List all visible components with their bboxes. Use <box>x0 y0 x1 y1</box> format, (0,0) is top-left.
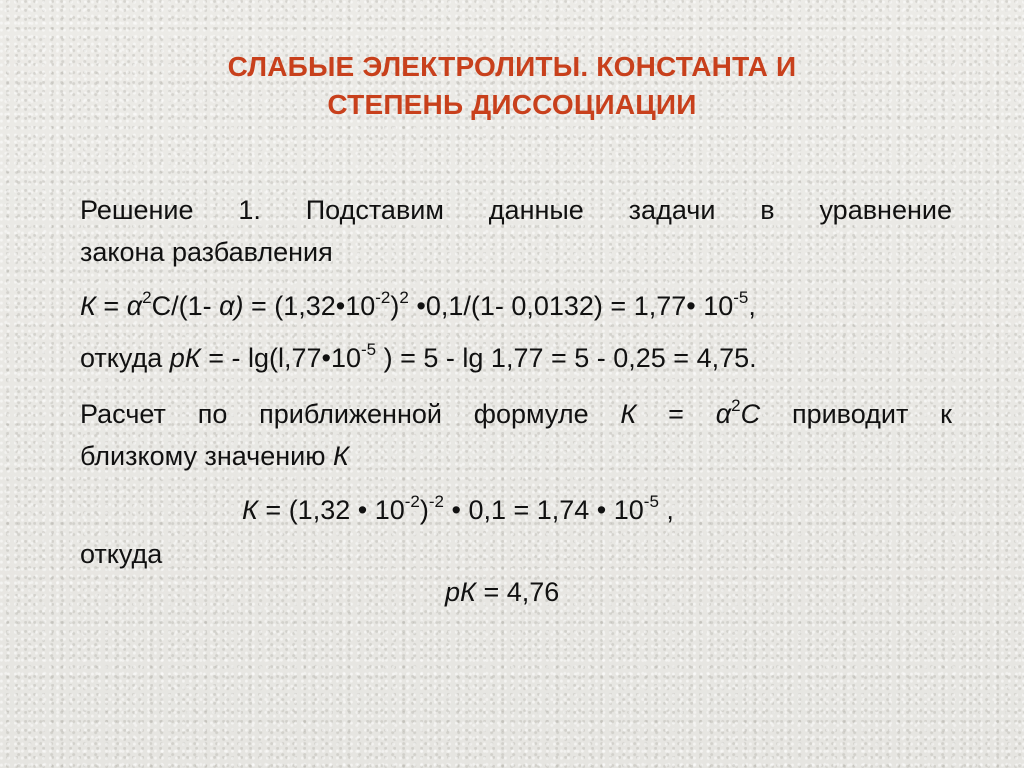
line6-text: близкому значению <box>80 441 334 471</box>
eq1-c-part: С/(1- <box>151 291 220 321</box>
equation-dilution-law <box>80 286 756 326</box>
equation-pk <box>80 338 757 378</box>
eq2-mid: = - lg(l,77•10 <box>200 343 362 373</box>
eq3-k: К <box>242 495 258 525</box>
slide-title <box>100 48 924 124</box>
eq4-pk: рК <box>445 577 476 607</box>
eq3-end: , <box>658 495 674 525</box>
dilution-law-label: закона разбавления <box>80 237 333 267</box>
eq3-c: • 0,1 = 1,74 • 10 <box>443 495 644 525</box>
approximate-formula-line <box>80 394 952 434</box>
eq4-rest: = 4,76 <box>475 577 560 607</box>
eq1-rest: •0,1/(1- 0,0132) = 1,77• 10 <box>408 291 734 321</box>
title-line-2: СТЕПЕНЬ ДИССОЦИАЦИИ <box>327 89 697 120</box>
eq3-sup-m2: -2 <box>404 492 420 511</box>
eq1-alpha-2: α) <box>219 291 244 321</box>
eq1-sup-2: 2 <box>142 288 152 307</box>
close-value-line <box>80 436 349 476</box>
eq1-sup-square: 2 <box>399 288 409 307</box>
eq2-sup-m5: -5 <box>361 340 377 359</box>
eq3-a: = (1,32 • 10 <box>257 495 405 525</box>
line5-rest: приводит к <box>760 399 952 429</box>
title-line-1: СЛАБЫЕ ЭЛЕКТРОЛИТЫ. КОНСТАНТА И <box>227 51 797 82</box>
equation-pk-result <box>445 572 559 612</box>
eq2-otkuda: откуда <box>80 343 170 373</box>
line5-c: С <box>740 399 761 429</box>
solution-intro-line: Решение 1. Подставим данные задачи в уравнение <box>80 195 952 225</box>
line5-text: Расчет по приближенной формуле <box>80 399 621 429</box>
eq3-sup-m5: -5 <box>643 492 659 511</box>
eq1-end: , <box>748 291 756 321</box>
eq3-sup-m2-b: -2 <box>428 492 444 511</box>
eq1-sup-m2: -2 <box>375 288 391 307</box>
equation-approximate <box>242 490 674 530</box>
eq1-eq-b: = (1,32•10 <box>243 291 376 321</box>
otkuda-label: откуда <box>80 539 163 569</box>
eq2-rest: ) = 5 - lg 1,77 = 5 - 0,25 = 4,75. <box>376 343 757 373</box>
eq1-sup-m5: -5 <box>733 288 749 307</box>
eq1-close: ) <box>390 291 400 321</box>
line5-alpha: α <box>715 399 732 429</box>
line5-eq: = <box>636 399 716 429</box>
eq1-k: К <box>80 291 96 321</box>
eq1-eq-a: = <box>95 291 127 321</box>
line6-k: К <box>333 441 349 471</box>
eq2-pk: рК <box>169 343 201 373</box>
line5-sup-2: 2 <box>731 396 741 415</box>
eq1-alpha: α <box>126 291 143 321</box>
line5-k: К <box>620 399 637 429</box>
eq3-b: ) <box>419 495 429 525</box>
